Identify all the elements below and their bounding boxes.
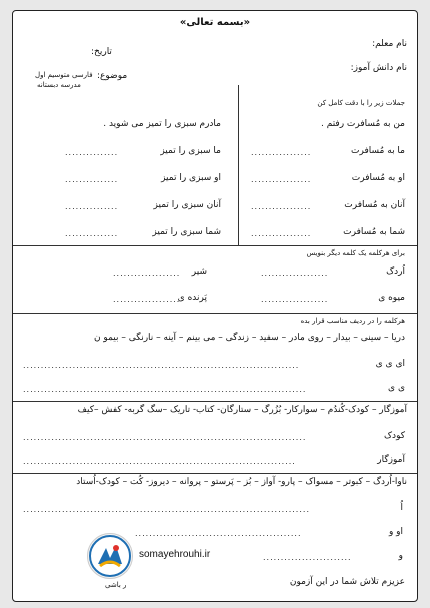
teacher-label: نام معلم: bbox=[372, 39, 407, 49]
website-link[interactable]: somayehrouhi.ir bbox=[139, 549, 211, 560]
section2-instruction: برای هرکلمه یک کلمه دیگر بنویس bbox=[306, 249, 405, 257]
word-4: پَرنده ی bbox=[177, 293, 207, 303]
blank-word-2[interactable]: ................... bbox=[113, 269, 181, 278]
blank-r3[interactable]: ................. bbox=[251, 175, 312, 184]
blank-r5[interactable]: ................. bbox=[251, 229, 312, 238]
row-label-4: آموزگار bbox=[377, 455, 405, 465]
divider-1 bbox=[13, 245, 417, 246]
blank-row-7[interactable]: ......................... bbox=[263, 553, 352, 562]
subject-label: موضوع: bbox=[97, 71, 128, 81]
blank-l5[interactable]: ............... bbox=[65, 229, 119, 238]
divider-2 bbox=[13, 313, 417, 314]
worksheet-page bbox=[12, 10, 418, 602]
column-divider bbox=[238, 85, 239, 245]
subject-value-2: مدرسه دبستانه bbox=[37, 81, 81, 89]
blank-row-3[interactable]: ................................................................................ bbox=[23, 433, 307, 442]
section3-word-list: دریا – سینی – بیدار – روی مادر – سفید – زندگی – می بینم – آینه – نارنگی – بیمو ن bbox=[93, 333, 405, 343]
closing-text-2: ر باشی bbox=[105, 581, 127, 589]
section3-instruction: هرکلمه را در ردیف مناسب قرار بده bbox=[300, 317, 405, 325]
row-label-2: ی ی bbox=[388, 383, 405, 393]
blank-r2[interactable]: ................. bbox=[251, 148, 312, 157]
left-sentence-3: او سبزی را تمیز bbox=[161, 173, 221, 183]
blank-word-1[interactable]: ................... bbox=[261, 269, 329, 278]
section1-instruction: جملات زیر را با دقت کامل کن bbox=[317, 99, 405, 107]
subject-value: فارسی متوسیم اول bbox=[35, 71, 93, 79]
divider-3 bbox=[13, 401, 417, 402]
blank-row-4[interactable]: ............................................................................. bbox=[23, 457, 296, 466]
row-label-7: و bbox=[398, 551, 403, 561]
row-label-6: او و bbox=[388, 527, 403, 537]
logo-badge-icon bbox=[87, 533, 133, 579]
right-sentence-5: شما به مُسافرت bbox=[343, 227, 405, 237]
left-sentence-1: مادرم سبزی را تمیز می شوید . bbox=[103, 119, 221, 129]
blank-l4[interactable]: ............... bbox=[65, 202, 119, 211]
word-3: میوه ی bbox=[378, 293, 405, 303]
left-sentence-2: ما سبزی را تمیز bbox=[160, 146, 221, 156]
blank-row-2[interactable]: ................................................................................ bbox=[23, 385, 307, 394]
blank-row-5[interactable]: ................................................................................. bbox=[23, 505, 310, 514]
student-label: نام دانش آموز: bbox=[350, 63, 407, 73]
blank-l3[interactable]: ............... bbox=[65, 175, 119, 184]
row-label-5: اُ bbox=[400, 503, 403, 513]
row-label-3: کودک bbox=[384, 431, 405, 441]
right-sentence-3: او به مُسافرت bbox=[351, 173, 405, 183]
row-label-1: ای ی ی bbox=[375, 359, 405, 369]
date-label: تاریخ: bbox=[91, 47, 112, 57]
closing-text: عزیزم تلاش شما در این آزمون bbox=[289, 577, 405, 587]
blank-r4[interactable]: ................. bbox=[251, 202, 312, 211]
section4-word-list: آموزگار – کودک-کُندُم – سوارکار- بُزُرگ – ستارگان- کتاب- تاریک –سگ گربه- کفش –کیف bbox=[77, 405, 407, 415]
divider-4 bbox=[13, 473, 417, 474]
section5-word-list: ناوا-اُردگ – کبوتر – مسواک – پارو- آواز – بُز – پَرستو – پروانه – دیروز- کُت – کودک-اُستاد bbox=[76, 477, 407, 487]
right-sentence-2: ما به مُسافرت bbox=[351, 146, 405, 156]
left-sentence-4: آنان سبزی را تمیز bbox=[153, 200, 221, 210]
right-sentence-1: من به مُسافرت رفتم . bbox=[321, 119, 405, 129]
blank-l2[interactable]: ............... bbox=[65, 148, 119, 157]
left-sentence-5: شما سبزی را تمیز bbox=[152, 227, 221, 237]
word-2: شیر bbox=[191, 267, 207, 277]
right-sentence-4: آنان به مُسافرت bbox=[344, 200, 405, 210]
blank-row-6[interactable]: ............................................... bbox=[135, 529, 302, 538]
blank-word-4[interactable]: ................... bbox=[113, 295, 181, 304]
blank-row-1[interactable]: .............................................................................. bbox=[23, 361, 300, 370]
page-title: «بسمه تعالی» bbox=[179, 17, 251, 28]
word-1: اُردگ bbox=[386, 267, 405, 277]
blank-word-3[interactable]: ................... bbox=[261, 295, 329, 304]
